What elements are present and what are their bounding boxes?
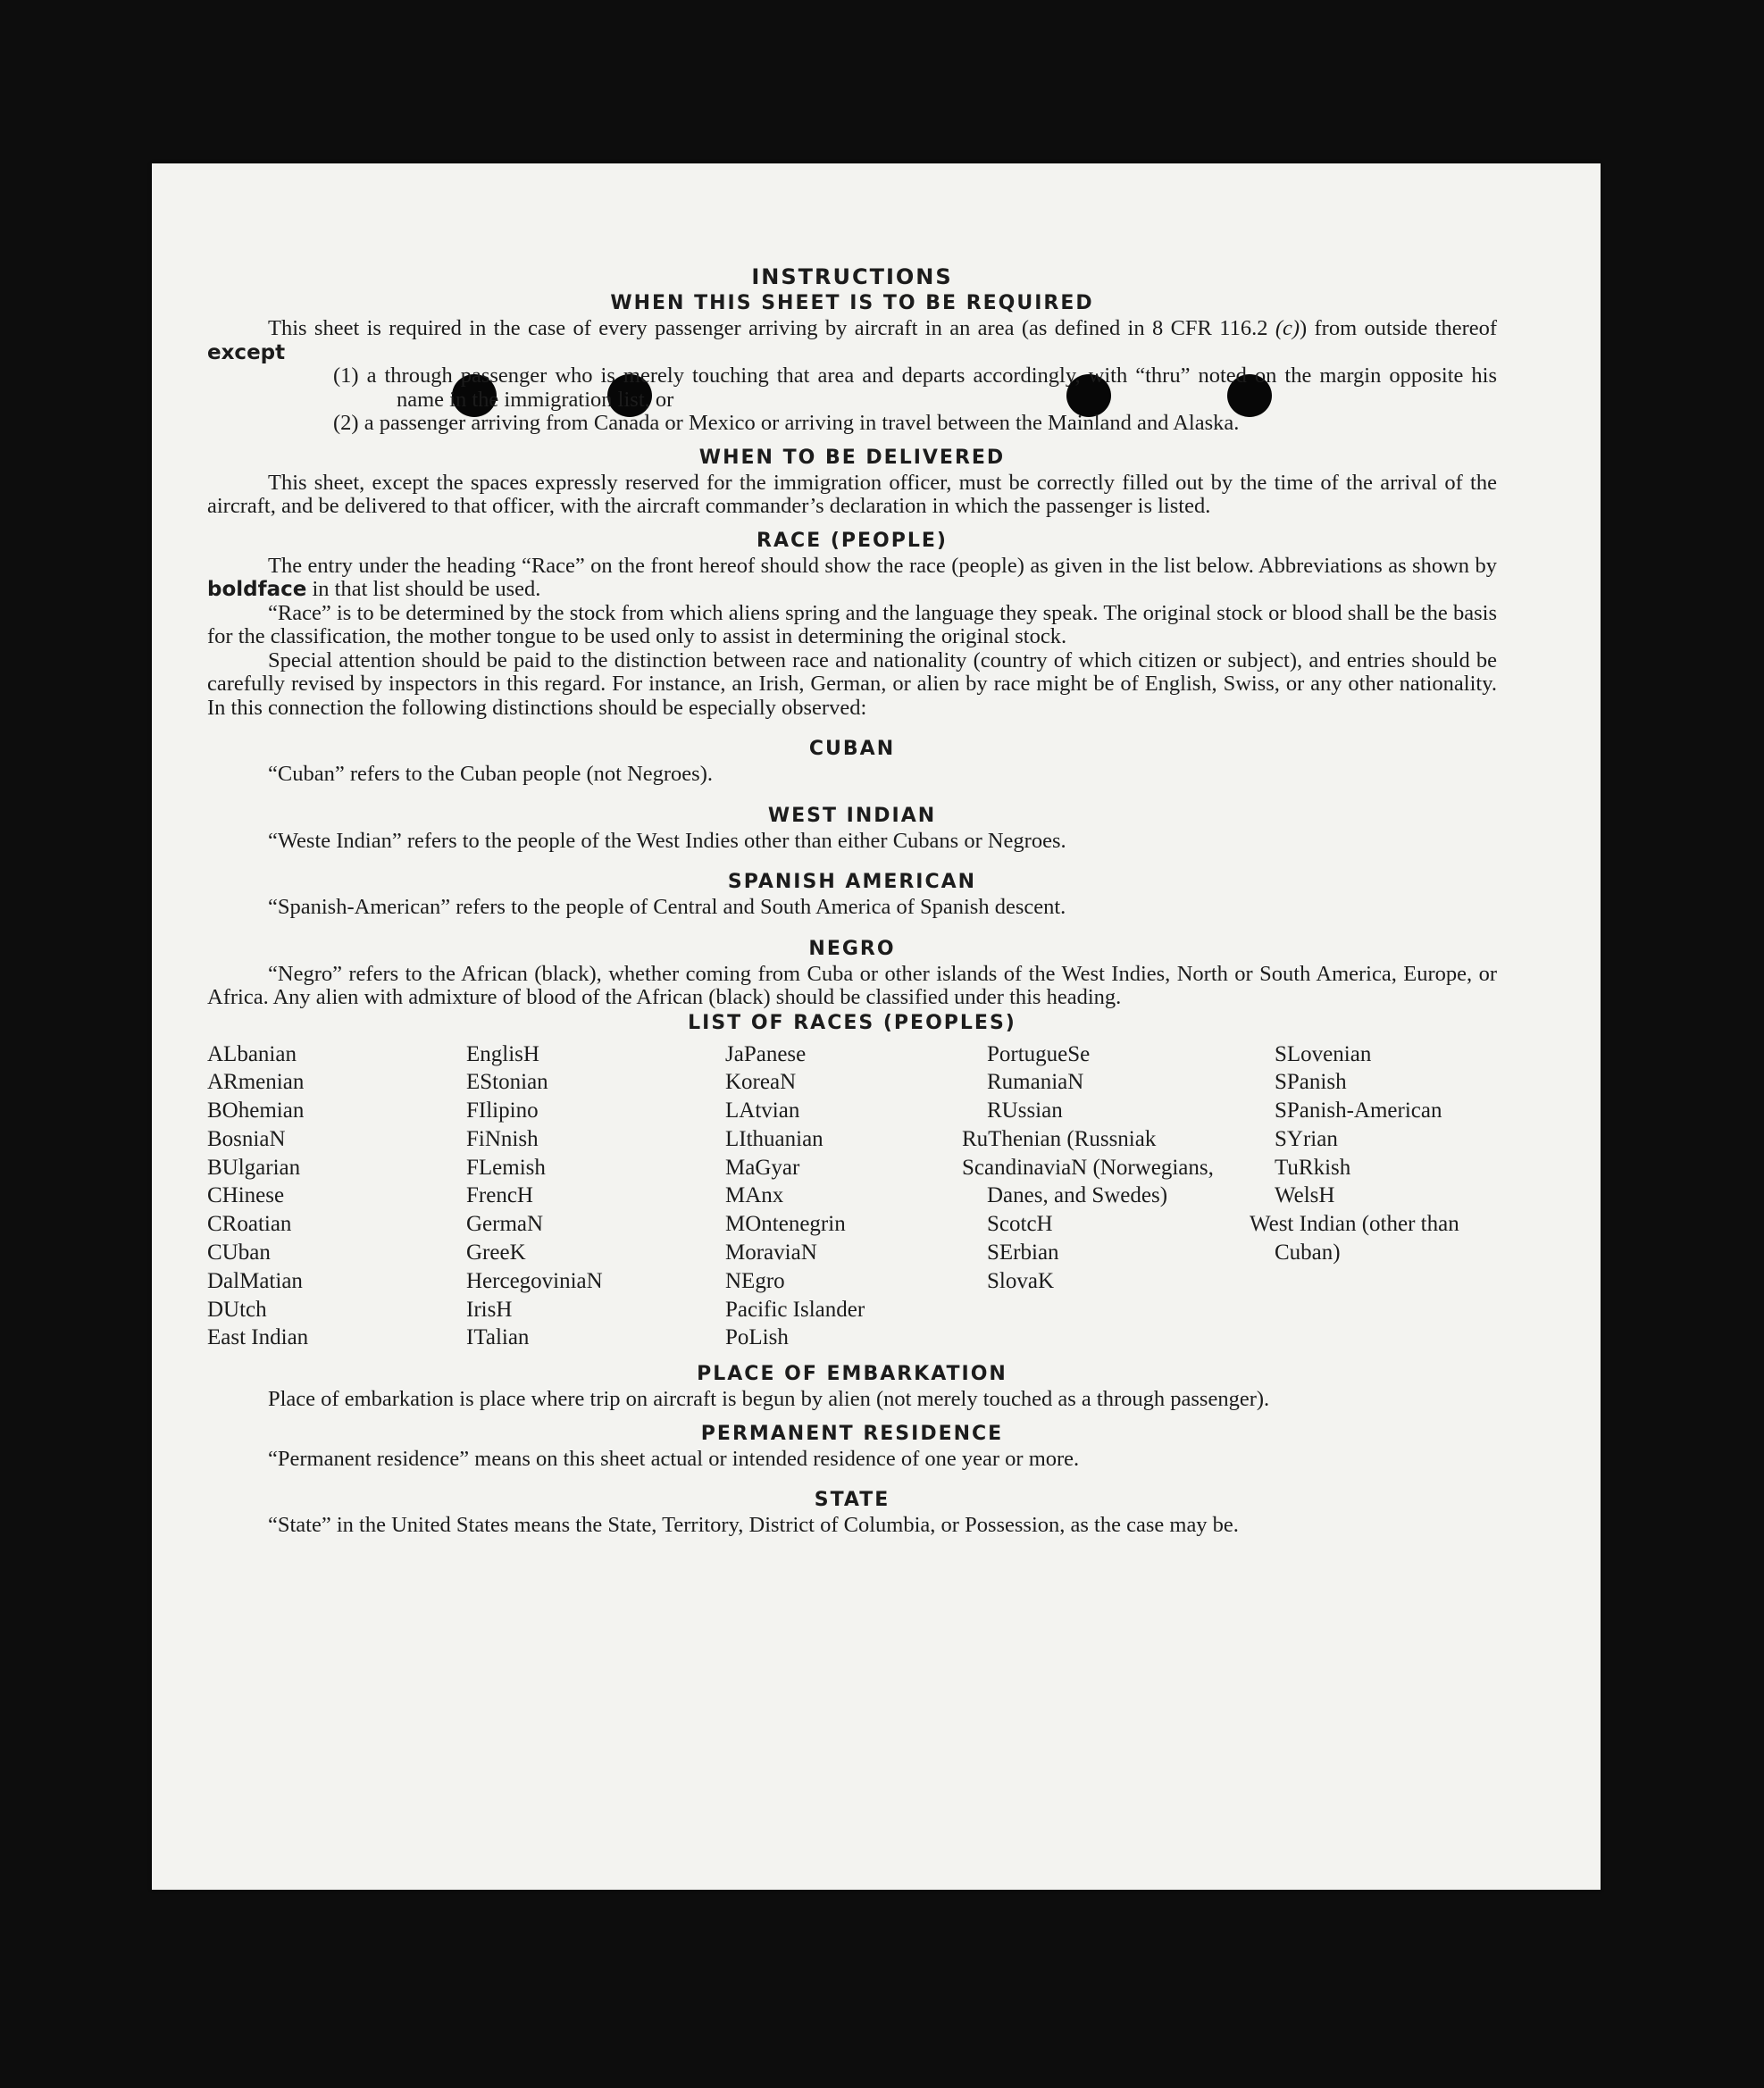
races-column-1 (207, 1040, 466, 1353)
race-paragraph-2: “Race” is to be determined by the stock from which aliens spring and the language they speak. The original stock or blood shall be the basis for the classification, the mother tongue to be used only to assist in determining the original stock. (207, 600, 1497, 648)
race-entry: MOntenegrin (725, 1212, 846, 1237)
race-entry: JaPanese (725, 1041, 807, 1066)
race-entry: West Indian (other than Cuban) (1250, 1212, 1459, 1265)
heading-when-required: WHEN THIS SHEET IS TO BE REQUIRED (610, 292, 1094, 314)
race-entry: DUtch (207, 1297, 267, 1322)
race-entry: CHinese (207, 1183, 285, 1208)
race-entry: RumaniaN (987, 1070, 1084, 1095)
west-indian-text: “Weste Indian” refers to the people of the West Indies other than either Cubans or Negroes. (268, 828, 1066, 853)
race-entry: CRoatian (207, 1212, 292, 1237)
place-of-embarkation-text: Place of embarkation is place where trip on aircraft is begun by alien (not merely touched as a through passenger). (268, 1387, 1270, 1412)
races-list (207, 1040, 1497, 1353)
race-p1-bold: boldface (207, 578, 307, 601)
heading-negro: NEGRO (808, 937, 896, 960)
race-entry: HercegoviniaN (466, 1268, 603, 1293)
race-entry: WelsH (1275, 1183, 1335, 1208)
race-entry: MaGyar (725, 1155, 800, 1180)
race-entry: SPanish-American (1275, 1098, 1442, 1123)
race-entry: ALbanian (207, 1041, 297, 1066)
race-entry: FiNnish (466, 1126, 539, 1151)
race-entry: KoreaN (725, 1070, 797, 1095)
heading-when-delivered: WHEN TO BE DELIVERED (698, 446, 1006, 469)
heading-spanish-american: SPANISH AMERICAN (727, 871, 977, 893)
race-entry: RuThenian (Russniak (962, 1126, 1157, 1151)
race-entry: BOhemian (207, 1098, 305, 1123)
race-entry: IrisH (466, 1297, 513, 1322)
heading-west-indian: WEST INDIAN (767, 804, 937, 827)
heading-race: RACE (PEOPLE) (757, 529, 948, 552)
when-required-intro-ref: (c) (1275, 316, 1300, 340)
race-entry: LIthuanian (725, 1126, 823, 1151)
race-entry: Pacific Islander (725, 1297, 865, 1322)
race-entry: LAtvian (725, 1098, 800, 1123)
race-entry: MoraviaN (725, 1240, 817, 1265)
when-required-intro-text: This sheet is required in the case of every passenger arriving by aircraft in an area (as defined in 8 CFR 116.2 (268, 316, 1268, 340)
races-column-4 (962, 1040, 1275, 1353)
races-column-5 (1250, 1040, 1497, 1353)
race-entry: EnglisH (466, 1041, 539, 1066)
when-delivered-text: This sheet, except the spaces expressly reserved for the immigration officer, must be correctly filled out by the time of the arrival of the aircraft, and be delivered to that officer, with the aircraft commander’s declaration in which the passenger is listed. (207, 470, 1497, 518)
heading-state: STATE (814, 1489, 890, 1512)
race-entry: PoLish (725, 1325, 789, 1350)
race-p1-start: The entry under the heading “Race” on the front hereof should show the race (people) as given in the list below. Abbreviations as shown by (268, 553, 1497, 578)
exception-item-2: (2) a passenger arriving from Canada or Mexico or arriving in travel between the Mainland and Alaska. (333, 411, 1240, 435)
race-paragraph-3: Special attention should be paid to the distinction between race and nationality (country of which citizen or subject), and entries should be carefully revised by inspectors in this regard. For instance, an Irish, German, or alien by race might be of English, Swiss, or any other nationality. In this connection the following distinctions should be especially observed: (207, 647, 1497, 720)
race-entry: DalMatian (207, 1268, 303, 1293)
heading-cuban: CUBAN (808, 738, 896, 760)
heading-place-of-embarkation: PLACE OF EMBARKATION (697, 1363, 1007, 1386)
instructions-content (207, 263, 1497, 1538)
race-entry: SYrian (1275, 1126, 1338, 1151)
race-entry: MAnx (725, 1183, 784, 1208)
negro-text: “Negro” refers to the African (black), whether coming from Cuba or other islands of the West Indies, North or South America, Europe, or Africa. Any alien with admixture of blood of the African (black) should be classified under this heading. (207, 961, 1497, 1009)
race-entry: East Indian (207, 1325, 309, 1350)
race-entry: SLovenian (1275, 1041, 1372, 1066)
race-entry: FrencH (466, 1183, 533, 1208)
race-entry: EStonian (466, 1070, 548, 1095)
race-entry: SlovaK (987, 1268, 1054, 1293)
race-p1-end: in that list should be used. (312, 577, 541, 601)
race-entry: SPanish (1275, 1070, 1347, 1095)
race-entry: BUlgarian (207, 1155, 301, 1180)
race-entry: GermaN (466, 1212, 544, 1237)
except-word: except (207, 340, 286, 364)
races-column-3 (725, 1040, 987, 1353)
race-paragraph-1 (207, 555, 1497, 602)
cuban-text: “Cuban” refers to the Cuban people (not Negroes). (268, 762, 713, 786)
race-entry: BosniaN (207, 1126, 286, 1151)
race-entry: ARmenian (207, 1070, 305, 1095)
permanent-residence-text: “Permanent residence” means on this sheet actual or intended residence of one year or more. (268, 1446, 1080, 1471)
heading-list-of-races: LIST OF RACES (PEOPLES) (688, 1011, 1016, 1034)
when-required-intro (207, 317, 1497, 364)
race-entry: RUssian (987, 1098, 1063, 1123)
race-entry: FLemish (466, 1155, 546, 1180)
races-column-2 (466, 1040, 725, 1353)
heading-permanent-residence: PERMANENT RESIDENCE (700, 1422, 1004, 1445)
when-required-intro-tail: ) from outside thereof (1300, 316, 1498, 340)
race-entry: TuRkish (1275, 1155, 1351, 1180)
race-entry: GreeK (466, 1240, 526, 1265)
exception-item-1: (1) a through passenger who is merely touching that area and departs accordingly, with “thru” noted on the margin opposite his name in the immigration list, or (333, 363, 1497, 412)
race-entry: ITalian (466, 1325, 530, 1350)
race-entry: CUban (207, 1240, 271, 1265)
state-text: “State” in the United States means the State, Territory, District of Columbia, or Possession, as the case may be. (268, 1513, 1239, 1538)
page-title: INSTRUCTIONS (751, 264, 953, 289)
race-entry: NEgro (725, 1268, 785, 1293)
race-entry: ScotcH (987, 1212, 1053, 1237)
race-entry: PortugueSe (987, 1041, 1091, 1066)
race-entry: ScandinaviaN (Norwegians, Danes, and Swedes) (962, 1155, 1214, 1208)
race-entry: FIlipino (466, 1098, 539, 1123)
spanish-american-text: “Spanish-American” refers to the people of Central and South America of Spanish descent. (268, 895, 1066, 919)
race-entry: SErbian (987, 1240, 1059, 1265)
